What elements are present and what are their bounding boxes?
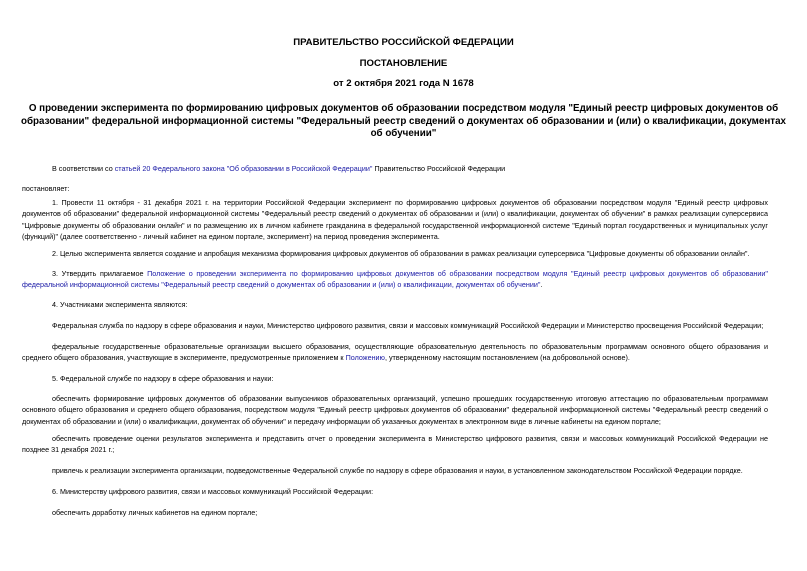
paragraph-5c: привлечь к реализации эксперимента организации, подведомственные Федеральной службе по надзору в сфере образования и науки, в установленном законодательством Российской Федерации порядке.	[52, 466, 743, 475]
paragraph-4b	[22, 341, 768, 364]
document-type: ПОСТАНОВЛЕНИЕ	[359, 58, 448, 69]
paragraph-6: 6. Министерству цифрового развития, связи и массовых коммуникаций Российской Федерации:	[52, 487, 374, 496]
regulation-appendix-link[interactable]: Положению	[345, 353, 385, 363]
paragraph-6a: обеспечить доработку личных кабинетов на едином портале;	[52, 508, 258, 517]
paragraph-5b: обеспечить проведение оценки результатов эксперимента и представить отчет о проведении эксперимента в Министерство цифрового развития, связи и массовых коммуникаций Российской Федерации не позднее 31 декабря 2021 г.;	[22, 434, 768, 455]
preamble	[22, 163, 768, 174]
paragraph-4b-end: , утвержденному настоящим постановлением (на добровольной основе).	[384, 353, 630, 363]
government-heading: ПРАВИТЕЛЬСТВО РОССИЙСКОЙ ФЕДЕРАЦИИ	[293, 37, 514, 48]
paragraph-4: 4. Участниками эксперимента являются:	[52, 300, 188, 309]
paragraph-3-end: .	[540, 280, 543, 290]
document-date-number: от 2 октября 2021 года N 1678	[333, 78, 474, 89]
paragraph-3	[22, 268, 768, 291]
paragraph-4b-text: федеральные государственные образовательные организации высшего образования, осуществляющие образовательную деятельность по образовательным программам основного общего образования и среднего общего образования, участвующие в эксперименте, предусмотренные приложением к	[22, 342, 768, 363]
regulation-link[interactable]: Положение о проведении эксперимента по формированию цифровых документов об образовании посредством модуля "Единый реестр цифровых документов об образовании" федеральной информационной системы "Федеральный реестр сведений о документах об образовании и (или) о квалификации, документах об обучении"	[22, 269, 768, 290]
preamble-text-after: Правительство Российской Федерации	[372, 164, 506, 173]
resolves-line: постановляет:	[22, 184, 70, 193]
law-article-link[interactable]: статьей 20 Федерального закона "Об образовании в Российской Федерации"	[114, 164, 373, 173]
document-title: О проведении эксперимента по формированию цифровых документов об образовании посредством модуля "Единый реестр цифровых документов об образовании" федеральной информационной системы "Федеральный реестр сведений о документах об образовании и (или) о квалификации, документах об обучении"	[21, 103, 786, 140]
paragraph-5: 5. Федеральной службе по надзору в сфере образования и науки:	[52, 374, 274, 383]
paragraph-1: 1. Провести 11 октября - 31 декабря 2021 г. на территории Российской Федерации эксперимент по формированию цифровых документов об образовании посредством модуля "Единый реестр цифровых документов об образовании" федеральной информационной системы "Федеральный реестр сведений о документах об образовании и (или) о квалификации, документах об обучении" в рамках реализации суперсервиса "Цифровые документы об образовании онлайн" и по размещению их в личном кабинете гражданина в федеральной государственной информационной системе "Единый портал государственных и муниципальных услуг (функций)" (далее соответственно - личный кабинет на едином портале, эксперимент) на период проведения эксперимента.	[22, 198, 768, 242]
paragraph-4a: Федеральная служба по надзору в сфере образования и науки, Министерство цифрового развития, связи и массовых коммуникаций Российской Федерации и Министерство просвещения Российской Федерации;	[52, 321, 764, 330]
paragraph-5a: обеспечить формирование цифровых документов об образовании выпускников образовательных организаций, успешно прошедших государственную итоговую аттестацию по образовательным программам основного общего образования и среднего общего образования, посредством модуля "Единый реестр цифровых документов об образовании" федеральной информационной системы "Федеральный реестр сведений о документах об образовании и (или) о квалификации, документах об обучении" и передачу информации об указанных документах в электронном виде в личные кабинеты на едином портале;	[22, 394, 768, 426]
paragraph-2: 2. Целью эксперимента является создание и апробация механизма формирования цифровых документов об образовании в рамках реализации суперсервиса "Цифровые документы об образовании онлайн".	[52, 249, 750, 258]
paragraph-3-text: 3. Утвердить прилагаемое	[52, 269, 148, 278]
preamble-text-before: В соответствии со	[52, 164, 115, 173]
